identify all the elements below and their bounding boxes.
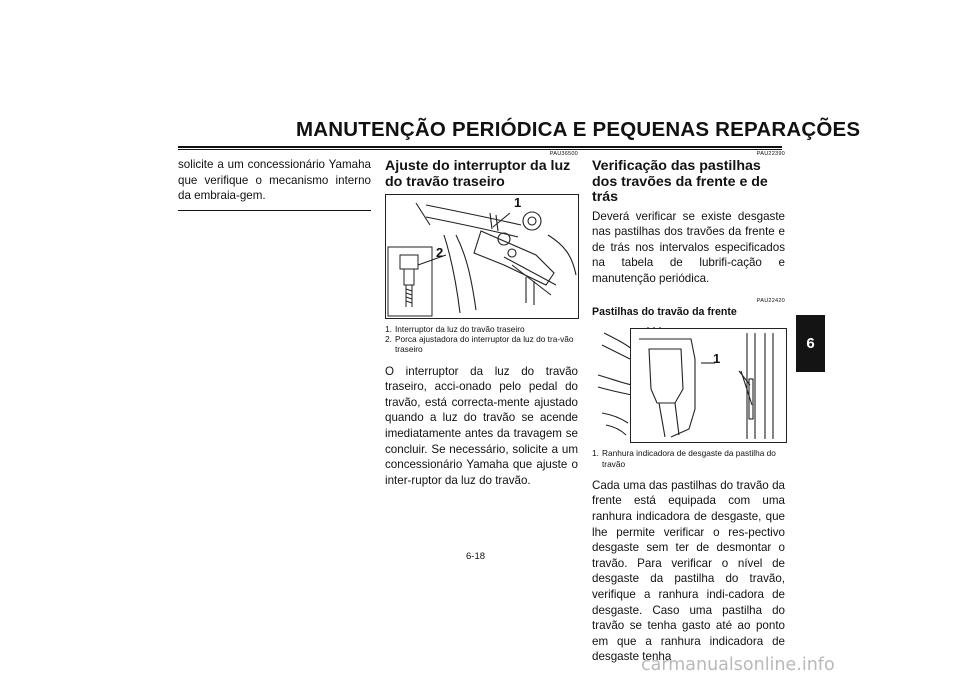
brake-pad-inset	[630, 328, 787, 443]
section-code: PAU36500	[549, 151, 578, 157]
figure-caption	[385, 324, 578, 355]
page-number: 6-18	[466, 551, 486, 562]
watermark: carmanualsonline.info	[641, 655, 835, 675]
figure-label-1: 1	[514, 195, 522, 210]
chapter-tab: 6	[796, 315, 825, 372]
caption-text: Interruptor da luz do travão traseiro	[395, 324, 525, 334]
column-2	[385, 150, 578, 488]
caption-text: Porca ajustadora do interruptor da luz do tra-vão traseiro	[395, 334, 574, 355]
brake-switch-figure	[385, 194, 579, 319]
page-title: MANUTENÇÃO PERIÓDICA E PEQUENAS REPARAÇÕES	[296, 118, 861, 141]
caption-text: Ranhura indicadora de desgaste da pastilha do travão	[602, 448, 776, 469]
brake-switch-illustration	[386, 195, 578, 318]
subsection-code: PAU22420	[756, 298, 785, 305]
column-3	[592, 150, 785, 665]
brake-pad-inset-drawing	[631, 329, 786, 442]
caption-number: 2.	[385, 334, 392, 345]
figure-caption	[592, 448, 785, 468]
section-title-brake-switch: Ajuste do interruptor da luz do travão traseiro	[385, 158, 571, 190]
section-title-brake-pads: Verificação das pastilhas dos travões da frente e de trás	[592, 158, 768, 205]
column-rule	[178, 210, 371, 211]
caption-item	[385, 324, 578, 334]
subsection-title-front-pads: Pastilhas do travão da frente	[592, 306, 737, 319]
caption-number: 1.	[385, 324, 392, 334]
continued-text: solicite a um concessionário Yamaha que verifique o mecanismo interno da embraia-gem.	[178, 158, 371, 203]
caption-item	[385, 334, 578, 354]
brake-pads-body-text: Cada uma das pastilhas do travão da frente está equipada com uma ranhura indicadora de desgaste, que lhe permite verificar o res-pectivo desgaste sem ter de desmontar o travão. Para verificar o nível de desgaste da pastilha do travão, verifique a ranhura indi-cadora de desgaste. Caso uma pastilha do travão se tenha gasto até ao ponto em que a ranhura indicadora de desgaste tenha	[592, 478, 785, 664]
brake-pads-intro-text: Deverá verificar se existe desgaste nas pastilhas dos travões da frente e de trás nos intervalos especificados na tabela de lubrifi-cação e manutenção periódica.	[592, 209, 785, 285]
brake-pads-figure-area	[592, 325, 785, 443]
column-1	[178, 157, 371, 211]
figure-label-2: 2	[436, 245, 444, 260]
caption-number: 1.	[592, 448, 599, 459]
brake-switch-body-text: O interruptor da luz do travão traseiro, acci-onado pelo pedal do travão, está correcta-mente ajustado quando a luz do travão se acende imediatamente antes da travagem se concluir. Se necessário, solicite a um concessionário Yamaha que ajuste o inter-ruptor da luz do travão.	[385, 364, 578, 487]
section-code: PAU22390	[756, 151, 785, 157]
inset-label-1: 1	[713, 351, 721, 367]
caption-item	[592, 448, 785, 468]
